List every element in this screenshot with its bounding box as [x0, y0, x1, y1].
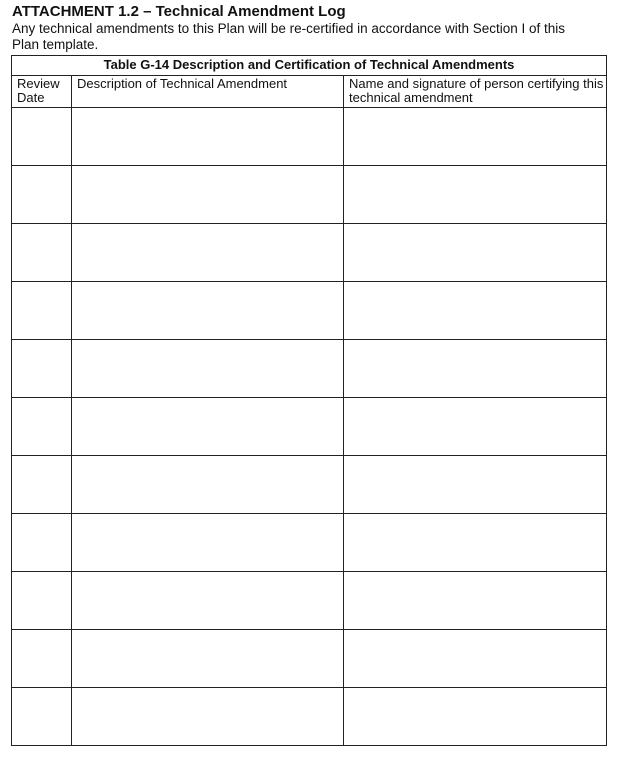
certifier-signature-cell[interactable] [344, 166, 607, 224]
description-cell[interactable] [72, 630, 344, 688]
review-date-cell[interactable] [12, 166, 72, 224]
certifier-signature-cell[interactable] [344, 108, 607, 166]
table-header-row [12, 76, 607, 108]
column-header-description: Description of Technical Amendment [72, 76, 344, 108]
certifier-signature-cell[interactable] [344, 224, 607, 282]
description-cell[interactable] [72, 166, 344, 224]
table-caption-row [12, 56, 607, 76]
table-row [12, 688, 607, 746]
review-date-cell[interactable] [12, 572, 72, 630]
description-cell[interactable] [72, 398, 344, 456]
table-row [12, 630, 607, 688]
table-row [12, 514, 607, 572]
table-row [12, 456, 607, 514]
table-row [12, 398, 607, 456]
intro-text: Any technical amendments to this Plan will be re-certified in accordance with Section I of this Plan template. [12, 21, 566, 52]
review-date-cell[interactable] [12, 456, 72, 514]
review-date-cell[interactable] [12, 398, 72, 456]
review-date-cell[interactable] [12, 108, 72, 166]
certifier-signature-cell[interactable] [344, 456, 607, 514]
review-date-cell[interactable] [12, 340, 72, 398]
description-cell[interactable] [72, 456, 344, 514]
table-row [12, 108, 607, 166]
certifier-signature-cell[interactable] [344, 630, 607, 688]
column-header-certifier: Name and signature of person certifying this technical amendment [344, 76, 607, 108]
description-cell[interactable] [72, 688, 344, 746]
certifier-signature-cell[interactable] [344, 688, 607, 746]
review-date-cell[interactable] [12, 688, 72, 746]
description-cell[interactable] [72, 514, 344, 572]
column-header-review-date: Review Date [12, 76, 72, 108]
description-cell[interactable] [72, 282, 344, 340]
description-cell[interactable] [72, 340, 344, 398]
page-title: ATTACHMENT 1.2 – Technical Amendment Log [12, 3, 346, 20]
description-cell[interactable] [72, 224, 344, 282]
description-cell[interactable] [72, 108, 344, 166]
review-date-cell[interactable] [12, 630, 72, 688]
review-date-cell[interactable] [12, 514, 72, 572]
certifier-signature-cell[interactable] [344, 514, 607, 572]
amendment-log-table [11, 55, 607, 746]
table-row [12, 282, 607, 340]
table-row [12, 340, 607, 398]
review-date-cell[interactable] [12, 282, 72, 340]
table-row [12, 166, 607, 224]
certifier-signature-cell[interactable] [344, 572, 607, 630]
description-cell[interactable] [72, 572, 344, 630]
review-date-cell[interactable] [12, 224, 72, 282]
table-caption: Table G-14 Description and Certification of Technical Amendments [12, 56, 607, 76]
certifier-signature-cell[interactable] [344, 282, 607, 340]
table-row [12, 572, 607, 630]
table-body [12, 108, 607, 746]
table-row [12, 224, 607, 282]
certifier-signature-cell[interactable] [344, 398, 607, 456]
certifier-signature-cell[interactable] [344, 340, 607, 398]
